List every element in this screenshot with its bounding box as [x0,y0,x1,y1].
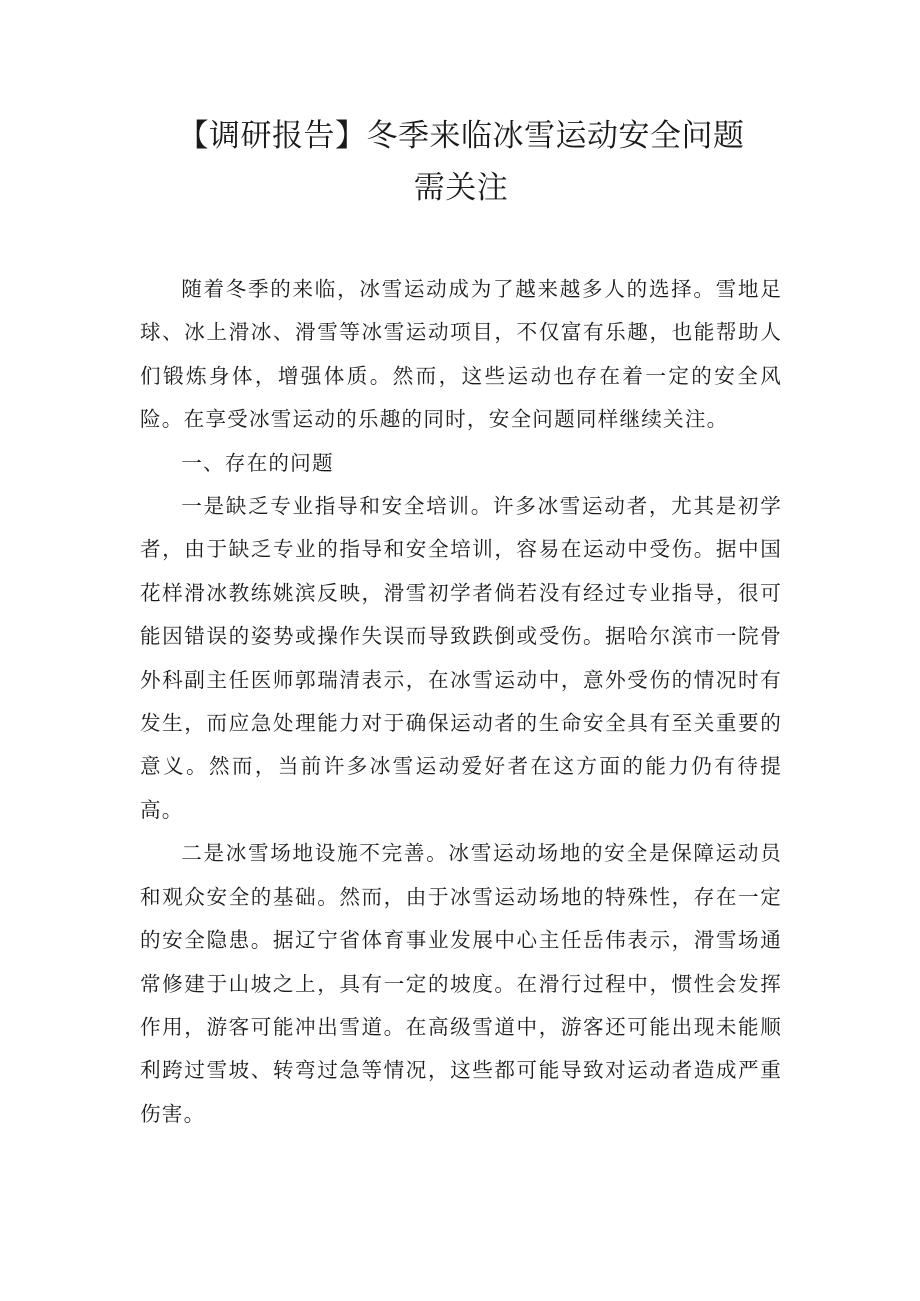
document-body [140,268,782,1136]
document-page [140,110,782,1136]
problem-paragraph-2: 二是冰雪场地设施不完善。冰雪运动场地的安全是保障运动员和观众安全的基础。然而，由于冰雪运动场地的特殊性，存在一定的安全隐患。据辽宁省体育事业发展中心主任岳伟表示，滑雪场通常修建于山坡之上，具有一定的坡度。在滑行过程中，惯性会发挥作用，游客可能冲出雪道。在高级雪道中，游客还可能出现未能顺利跨过雪坡、转弯过急等情况，这些都可能导致对运动者造成严重伤害。 [140,841,782,1126]
intro-paragraph: 随着冬季的来临，冰雪运动成为了越来越多人的选择。雪地足球、冰上滑冰、滑雪等冰雪运动项目，不仅富有乐趣，也能帮助人们锻炼身体，增强体质。然而，这些运动也存在着一定的安全风险。在享受冰雪运动的乐趣的同时，安全问题同样继续关注。 [140,277,782,432]
section-heading-problems: 一、存在的问题 [181,450,334,475]
problem-paragraph-1: 一是缺乏专业指导和安全培训。许多冰雪运动者，尤其是初学者，由于缺乏专业的指导和安全培训，容易在运动中受伤。据中国花样滑冰教练姚滨反映，滑雪初学者倘若没有经过专业指导，很可能因错误的姿势或操作失误而导致跌倒或受伤。据哈尔滨市一院骨外科副主任医师郭瑞清表示，在冰雪运动中，意外受伤的情况时有发生，而应急处理能力对于确保运动者的生命安全具有至关重要的意义。然而，当前许多冰雪运动爱好者在这方面的能力仍有待提高。 [140,494,782,822]
document-title [140,110,782,214]
title-line-1: 【调研报告】冬季来临冰雪运动安全问题 [177,118,745,154]
title-line-2: 需关注 [413,170,509,206]
